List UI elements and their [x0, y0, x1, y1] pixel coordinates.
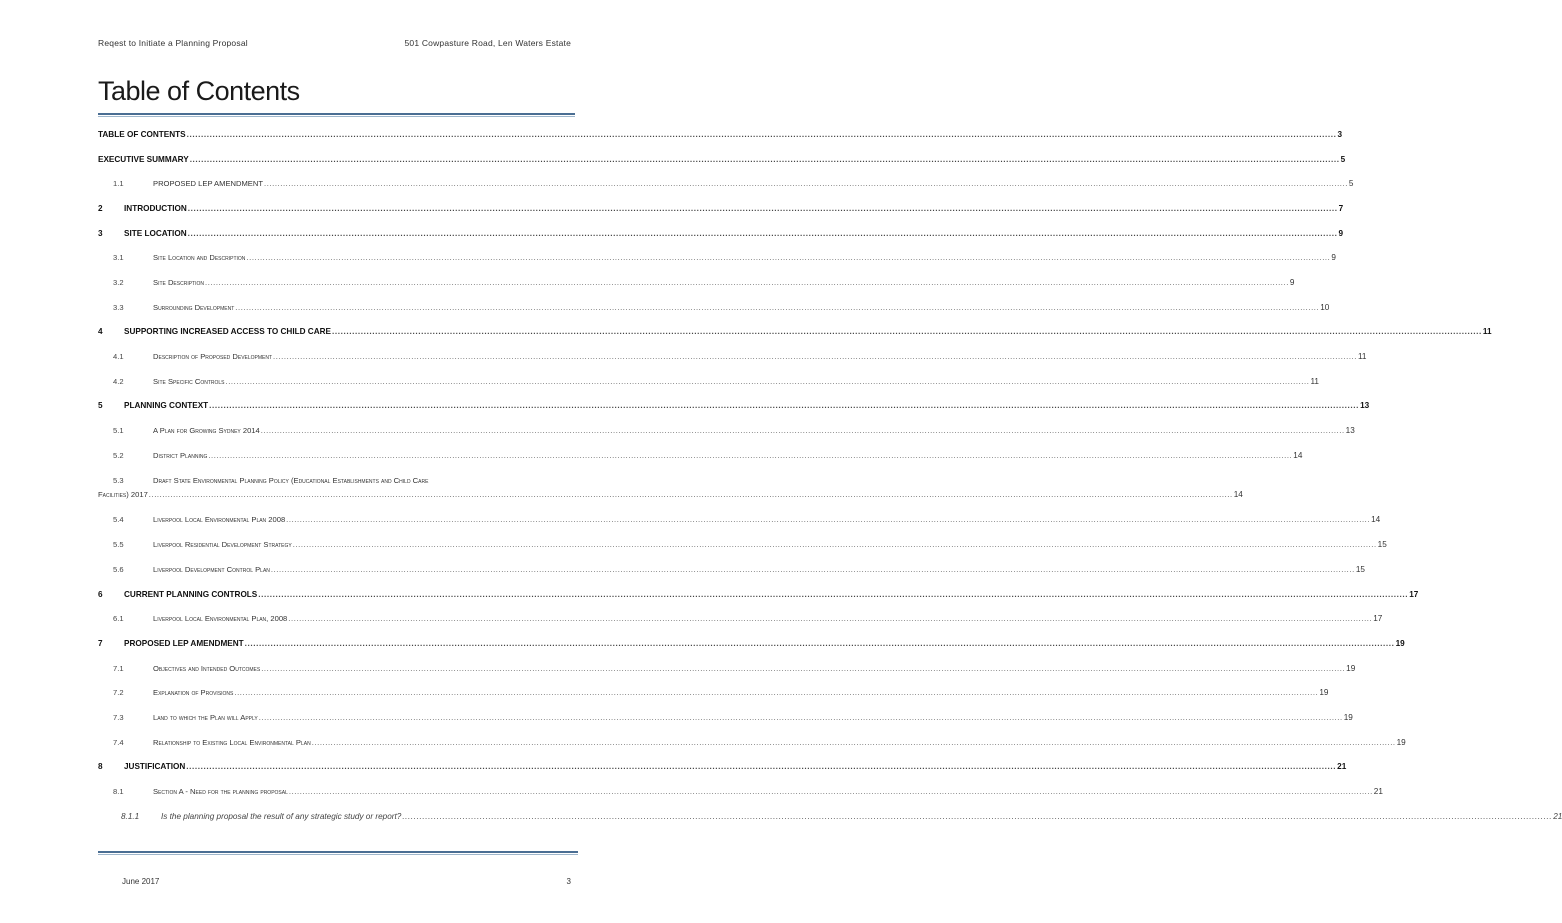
toc-leader-dots: ................................................................................................................................................................................................................................................................................................................................................................................................................	[288, 787, 1373, 797]
toc-entry-number: 3.2	[113, 277, 124, 287]
toc-leader-dots: ................................................................................................................................................................................................................................................................................................................................................................................................................	[331, 327, 1482, 337]
toc-entry-text: Is the planning proposal the result of any strategic study or report?	[161, 811, 402, 821]
toc-entry[interactable]	[98, 631, 1405, 656]
toc-entry[interactable]	[98, 468, 1243, 508]
toc-entry-page: 21	[1553, 811, 1562, 821]
toc-entry[interactable]	[98, 755, 1347, 780]
toc-leader-dots: ................................................................................................................................................................................................................................................................................................................................................................................................................	[187, 203, 1338, 213]
toc-entry-page: 19	[1396, 737, 1406, 747]
toc-entry[interactable]	[98, 656, 1356, 681]
toc-entry-page: 9	[1338, 228, 1344, 238]
toc-entry-text: Site Specific Controls	[153, 376, 225, 386]
toc-entry-page: 14	[1371, 515, 1381, 525]
toc-entry-number: 5.4	[113, 515, 124, 525]
toc-leader-dots: ................................................................................................................................................................................................................................................................................................................................................................................................................	[402, 811, 1553, 821]
toc-entry-page: 9	[1289, 277, 1295, 287]
toc-entry-page: 13	[1345, 426, 1355, 436]
toc-entry[interactable]	[98, 221, 1344, 246]
toc-entry[interactable]	[98, 344, 1367, 369]
toc-entry-text: SUPPORTING INCREASED ACCESS TO CHILD CARE	[124, 327, 331, 337]
toc-entry-number: 7.2	[113, 688, 124, 698]
toc-entry-number: 5.1	[113, 426, 124, 436]
toc-leader-dots: ................................................................................................................................................................................................................................................................................................................................................................................................................	[292, 540, 1377, 550]
toc-entry-number: 1.1	[113, 179, 124, 189]
toc-entry-number: 5.2	[113, 450, 124, 460]
header-document-title: Reqest to Initiate a Planning Proposal	[98, 38, 248, 48]
toc-entry-number: 8	[98, 762, 103, 772]
toc-entry-page: 14	[1293, 450, 1303, 460]
toc-entry[interactable]	[98, 122, 1343, 147]
toc-entry-number: 5	[98, 401, 103, 411]
toc-entry-text: JUSTIFICATION	[124, 762, 186, 772]
toc-entry-text: Draft State Environmental Planning Policy (Educational Establishments and Child Care	[153, 475, 429, 485]
toc-entry[interactable]	[98, 730, 1406, 755]
toc-entry-number: 8.1.1	[121, 811, 140, 821]
toc-entry-number: 3.1	[113, 253, 124, 263]
toc-entry-text: SITE LOCATION	[124, 228, 187, 238]
toc-leader-dots: ................................................................................................................................................................................................................................................................................................................................................................................................................	[148, 489, 1233, 499]
toc-entry-number: 7	[98, 638, 103, 648]
toc-entry-text: PLANNING CONTEXT	[124, 401, 209, 411]
toc-leader-dots: ................................................................................................................................................................................................................................................................................................................................................................................................................	[264, 179, 1348, 189]
toc-leader-dots: ................................................................................................................................................................................................................................................................................................................................................................................................................	[235, 302, 1320, 312]
page-title: Table of Contents	[98, 76, 300, 106]
toc-entry-text: District Planning	[153, 450, 208, 460]
toc-entry-page: 11	[1310, 376, 1319, 386]
toc-entry-text-continued: Facilities) 2017	[98, 489, 148, 499]
toc-leader-dots: ................................................................................................................................................................................................................................................................................................................................................................................................................	[208, 450, 1293, 460]
toc-entry-text: Liverpool Residential Development Strategy	[153, 540, 292, 550]
toc-entry[interactable]	[98, 804, 1562, 829]
toc-leader-dots: ................................................................................................................................................................................................................................................................................................................................................................................................................	[258, 589, 1409, 599]
table-of-contents	[98, 122, 1562, 829]
toc-entry-number: 3	[98, 228, 103, 238]
toc-entry-page: 11	[1482, 327, 1492, 337]
toc-entry-page: 11	[1357, 352, 1367, 362]
toc-leader-dots: ................................................................................................................................................................................................................................................................................................................................................................................................................	[186, 762, 1337, 772]
toc-entry-number: 4	[98, 327, 103, 337]
toc-leader-dots: ................................................................................................................................................................................................................................................................................................................................................................................................................	[258, 712, 1343, 722]
toc-entry[interactable]	[98, 705, 1353, 730]
toc-entry-number: 5.6	[113, 564, 124, 574]
toc-entry-text: INTRODUCTION	[124, 203, 187, 213]
toc-entry[interactable]	[98, 270, 1295, 295]
footer-divider-thin	[98, 854, 578, 855]
toc-entry-text: PROPOSED LEP AMENDMENT	[153, 179, 263, 189]
toc-entry-text: Explanation of Provisions	[153, 688, 234, 698]
toc-entry-number: 7.3	[113, 712, 124, 722]
toc-entry-page: 15	[1355, 564, 1365, 574]
toc-entry-text: Liverpool Local Environmental Plan, 2008	[153, 614, 288, 624]
toc-leader-dots: ................................................................................................................................................................................................................................................................................................................................................................................................................	[270, 564, 1355, 574]
toc-entry-text: Section A - Need for the planning proposal	[153, 787, 288, 797]
footer-date: June 2017	[122, 877, 160, 886]
toc-entry[interactable]	[98, 245, 1336, 270]
toc-entry-text: Relationship to Existing Local Environmental Plan	[153, 737, 311, 747]
header-site-address: 501 Cowpasture Road, Len Waters Estate	[404, 38, 571, 48]
toc-entry[interactable]	[98, 196, 1344, 221]
toc-entry-number: 8.1	[113, 787, 124, 797]
toc-entry[interactable]	[98, 369, 1319, 394]
toc-entry-text: Land to which the Plan will Apply	[153, 712, 258, 722]
toc-entry[interactable]	[98, 147, 1346, 172]
title-divider-thin	[98, 116, 575, 117]
title-divider	[98, 113, 575, 115]
toc-entry-page: 5	[1340, 154, 1346, 164]
toc-leader-dots: ................................................................................................................................................................................................................................................................................................................................................................................................................	[244, 638, 1395, 648]
toc-entry[interactable]	[98, 779, 1383, 804]
toc-entry[interactable]	[98, 320, 1492, 345]
toc-entry-page: 5	[1348, 179, 1354, 189]
toc-entry-text: Surrounding Development	[153, 302, 235, 312]
toc-leader-dots: ................................................................................................................................................................................................................................................................................................................................................................................................................	[225, 376, 1310, 386]
toc-entry-text: A Plan for Growing Sydney 2014	[153, 426, 260, 436]
toc-entry-page: 19	[1346, 663, 1356, 673]
toc-entry[interactable]	[98, 171, 1354, 196]
toc-entry-number: 5.5	[113, 540, 124, 550]
toc-entry-number: 2	[98, 203, 103, 213]
toc-leader-dots: ................................................................................................................................................................................................................................................................................................................................................................................................................	[187, 228, 1338, 238]
toc-leader-dots: ................................................................................................................................................................................................................................................................................................................................................................................................................	[186, 129, 1337, 139]
toc-entry-number: 7.1	[113, 663, 124, 673]
toc-entry-page: 7	[1338, 203, 1344, 213]
toc-leader-dots: ................................................................................................................................................................................................................................................................................................................................................................................................................	[260, 426, 1345, 436]
toc-entry-page: 19	[1319, 688, 1329, 698]
toc-entry-text: TABLE OF CONTENTS	[98, 129, 186, 139]
toc-entry-text: Liverpool Local Environmental Plan 2008	[153, 515, 286, 525]
toc-entry-page: 17	[1409, 589, 1419, 599]
toc-entry-page: 21	[1373, 787, 1383, 797]
toc-entry[interactable]	[98, 532, 1387, 557]
toc-entry-page: 21	[1337, 762, 1347, 772]
toc-entry-number: 6.1	[113, 614, 124, 624]
toc-entry-page: 3	[1337, 129, 1343, 139]
toc-entry[interactable]	[98, 508, 1381, 533]
toc-entry-number: 4.1	[113, 352, 124, 362]
toc-entry-page: 10	[1320, 302, 1330, 312]
toc-entry-number: 7.4	[113, 737, 124, 747]
toc-entry[interactable]	[98, 557, 1365, 582]
toc-entry[interactable]	[98, 680, 1329, 705]
toc-entry[interactable]	[98, 394, 1370, 419]
toc-leader-dots: ................................................................................................................................................................................................................................................................................................................................................................................................................	[209, 401, 1360, 411]
toc-leader-dots: ................................................................................................................................................................................................................................................................................................................................................................................................................	[273, 352, 1357, 362]
toc-entry-number: 3.3	[113, 302, 124, 312]
toc-leader-dots: ................................................................................................................................................................................................................................................................................................................................................................................................................	[286, 515, 1371, 525]
toc-entry-page: 13	[1360, 401, 1370, 411]
toc-entry[interactable]	[98, 606, 1383, 631]
toc-leader-dots: ................................................................................................................................................................................................................................................................................................................................................................................................................	[288, 614, 1373, 624]
toc-entry[interactable]	[98, 295, 1330, 320]
toc-leader-dots: ................................................................................................................................................................................................................................................................................................................................................................................................................	[234, 688, 1319, 698]
toc-entry-number: 4.2	[113, 376, 124, 386]
toc-entry-page: 15	[1377, 540, 1387, 550]
toc-entry-page: 19	[1343, 712, 1353, 722]
toc-entry-text: PROPOSED LEP AMENDMENT	[124, 638, 244, 648]
toc-entry-text: EXECUTIVE SUMMARY	[98, 154, 189, 164]
toc-leader-dots: ................................................................................................................................................................................................................................................................................................................................................................................................................	[205, 277, 1289, 287]
toc-leader-dots: ................................................................................................................................................................................................................................................................................................................................................................................................................	[311, 737, 1396, 747]
toc-entry-page: 17	[1373, 614, 1383, 624]
toc-entry[interactable]	[98, 582, 1419, 607]
toc-entry-number: 6	[98, 589, 103, 599]
toc-entry-page: 14	[1233, 489, 1243, 499]
toc-leader-dots: ................................................................................................................................................................................................................................................................................................................................................................................................................	[246, 253, 1331, 263]
toc-leader-dots: ................................................................................................................................................................................................................................................................................................................................................................................................................	[261, 663, 1346, 673]
toc-leader-dots: ................................................................................................................................................................................................................................................................................................................................................................................................................	[189, 154, 1340, 164]
toc-entry-page: 9	[1331, 253, 1336, 263]
toc-entry-page: 19	[1395, 638, 1405, 648]
toc-entry-text: Site Location and Description	[153, 253, 246, 263]
toc-entry-text: Description of Proposed Development	[153, 352, 273, 362]
toc-entry-text: Liverpool Development Control Plan	[153, 564, 270, 574]
toc-entry[interactable]	[98, 418, 1355, 443]
footer-page-number: 3	[566, 877, 571, 886]
toc-entry-number: 5.3	[113, 475, 124, 485]
toc-entry-text: Site Description	[153, 277, 204, 287]
toc-entry-text: CURRENT PLANNING CONTROLS	[124, 589, 258, 599]
toc-entry-text: Objectives and Intended Outcomes	[153, 663, 261, 673]
footer-divider	[98, 851, 578, 853]
toc-entry[interactable]	[98, 443, 1303, 468]
